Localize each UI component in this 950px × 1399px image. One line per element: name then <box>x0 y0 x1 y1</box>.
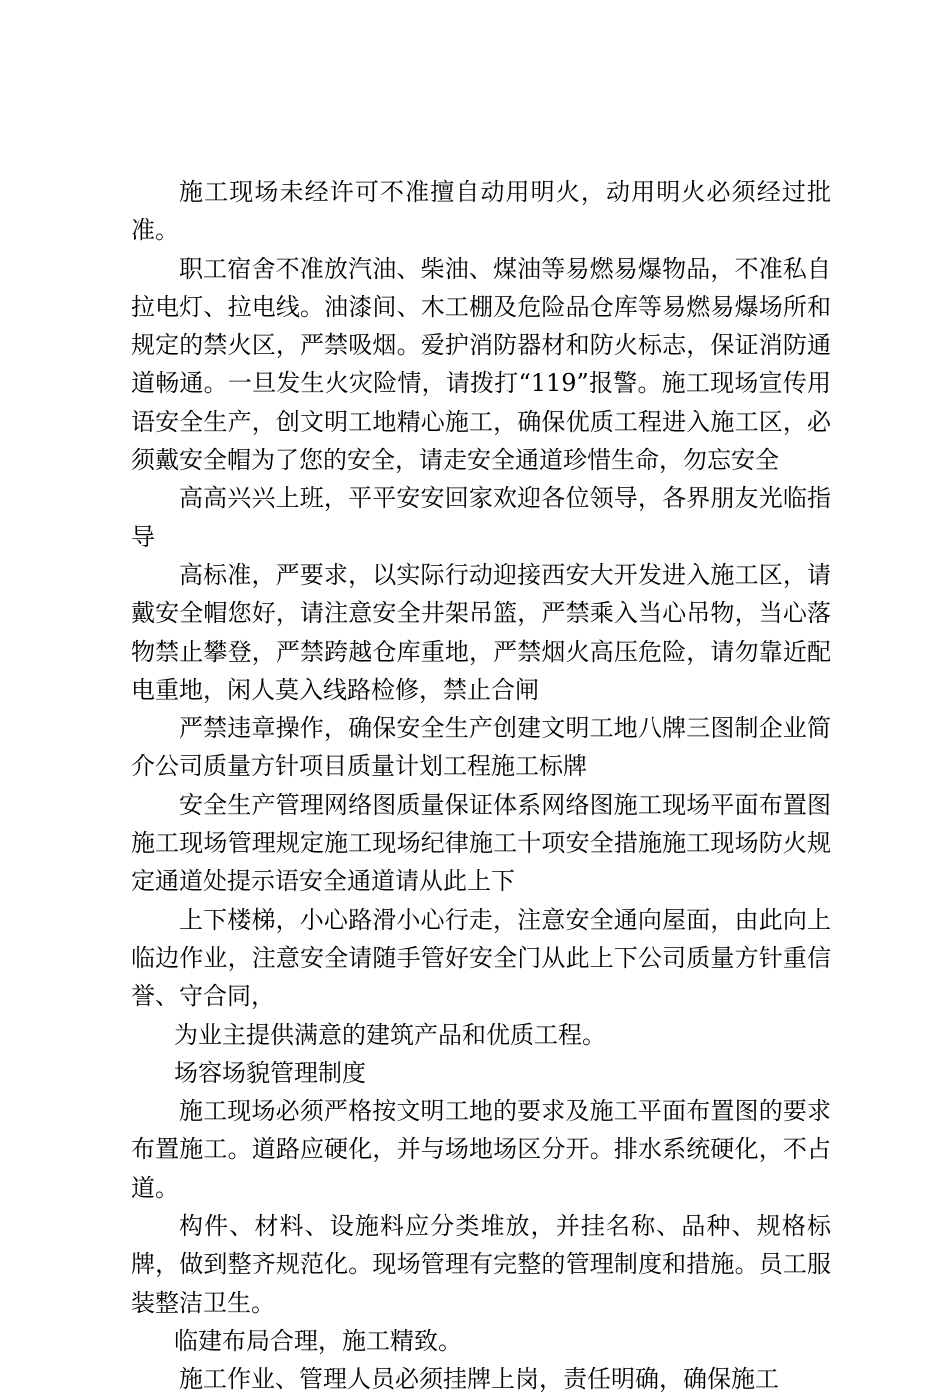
paragraph-stair-warnings: 上下楼梯，小心路滑小心行走，注意安全通向屋面，由此向上临边作业，注意安全请随手管好安全门从此上下公司质量方针重信誉、守合同， <box>131 905 831 1011</box>
paragraph-dormitory-fire-safety: 职工宿舍不准放汽油、柴油、煤油等易燃易爆物品，不准私自拉电灯、拉电线。油漆间、木工棚及危险品仓库等易燃易爆场所和规定的禁火区，严禁吸烟。爱护消防器材和防火标志，保证消防通道畅通。一旦发生火灾险情，请拨打“119”报警。施工现场宣传用语安全生产，创文明工地精心施工，确保优质工程进入施工区，必须戴安全帽为了您的安全，请走安全通道珍惜生命，勿忘安全 <box>131 254 831 475</box>
paragraph-material-storage: 构件、材料、设施料应分类堆放，并挂名称、品种、规格标牌，做到整齐规范化。现场管理有完整的管理制度和措施。员工服装整洁卫生。 <box>131 1212 831 1317</box>
paragraph-site-layout: 施工现场必须严格按文明工地的要求及施工平面布置图的要求布置施工。道路应硬化，并与场地场区分开。排水系统硬化，不占道。 <box>131 1097 831 1202</box>
section-heading-site-management: 场容场貌管理制度 <box>174 1058 366 1087</box>
paragraph-eight-boards: 严禁违章操作，确保安全生产创建文明工地八牌三图制企业简介公司质量方针项目质量计划工程施工标牌 <box>131 714 831 781</box>
document-body <box>131 173 831 1399</box>
paragraph-badge-requirement: 施工作业、管理人员必须挂牌上岗，责任明确，确保施工 <box>179 1365 779 1394</box>
paragraph-three-diagrams: 安全生产管理网络图质量保证体系网络图施工现场平面布置图施工现场管理规定施工现场纪律施工十项安全措施施工现场防火规定通道处提示语安全通道请从此上下 <box>131 790 831 896</box>
paragraph-fire-permit: 施工现场未经许可不准擅自动用明火，动用明火必须经过批准。 <box>131 178 831 245</box>
paragraph-quality-policy: 为业主提供满意的建筑产品和优质工程。 <box>174 1020 606 1049</box>
paragraph-welcome-slogan: 高高兴兴上班，平平安安回家欢迎各位领导，各界朋友光临指导 <box>131 484 831 551</box>
paragraph-safety-slogans: 高标准，严要求，以实际行动迎接西安大开发进入施工区，请戴安全帽您好，请注意安全井架吊篮，严禁乘入当心吊物，当心落物禁止攀登，严禁跨越仓库重地，严禁烟火高压危险，请勿靠近配电重地，闲人莫入线路检修，禁止合闸 <box>131 560 831 704</box>
paragraph-temporary-buildings: 临建布局合理，施工精致。 <box>174 1326 462 1355</box>
